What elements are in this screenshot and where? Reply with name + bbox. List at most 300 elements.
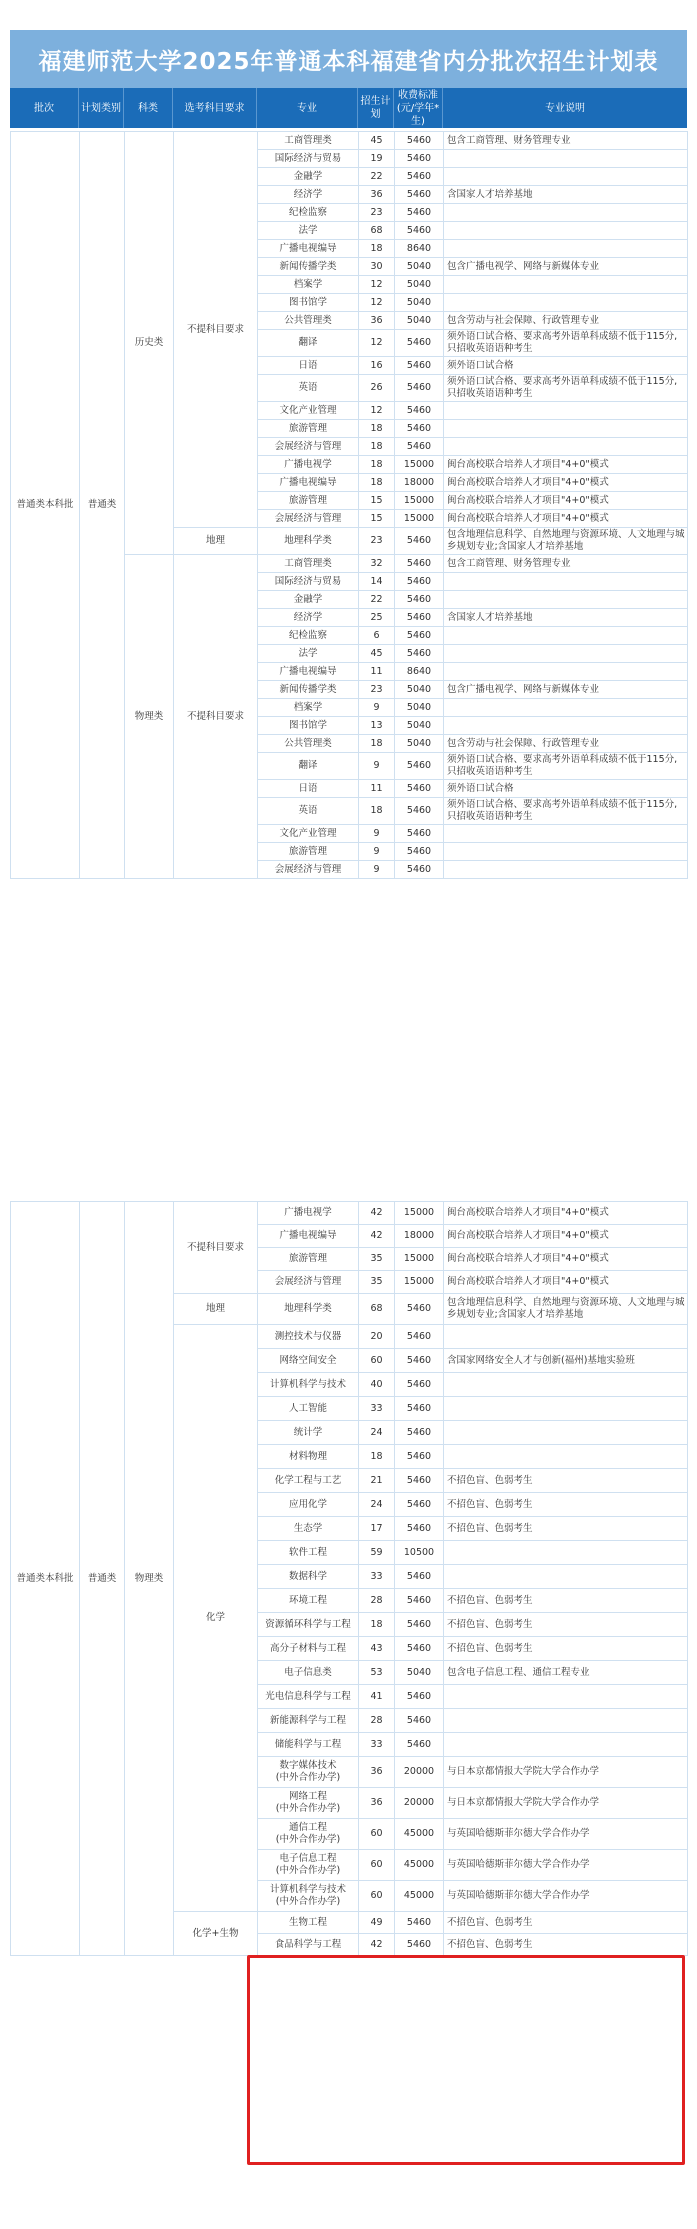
quota-cell: 18 xyxy=(359,1445,395,1469)
plan-type-cell: 普通类 xyxy=(80,132,125,879)
note-cell xyxy=(444,1373,688,1397)
major-cell: 数字媒体技术 (中外合作办学) xyxy=(258,1757,359,1788)
major-cell: 文化产业管理 xyxy=(258,402,359,420)
fee-cell: 5460 xyxy=(395,1733,444,1757)
quota-cell: 17 xyxy=(359,1517,395,1541)
major-cell: 纪检监察 xyxy=(258,627,359,645)
fee-cell: 5460 xyxy=(395,798,444,825)
quota-cell: 42 xyxy=(359,1202,395,1225)
quota-cell: 28 xyxy=(359,1709,395,1733)
quota-cell: 16 xyxy=(359,357,395,375)
note-cell xyxy=(444,1709,688,1733)
fee-cell: 5460 xyxy=(395,204,444,222)
quota-cell: 23 xyxy=(359,681,395,699)
fee-cell: 5040 xyxy=(395,1661,444,1685)
major-cell: 生态学 xyxy=(258,1517,359,1541)
header-quota: 招生计划 xyxy=(358,88,394,128)
note-cell xyxy=(444,645,688,663)
fee-cell: 5460 xyxy=(395,753,444,780)
fee-cell: 45000 xyxy=(395,1850,444,1881)
note-cell: 不招色盲、色弱考生 xyxy=(444,1637,688,1661)
quota-cell: 24 xyxy=(359,1421,395,1445)
note-cell xyxy=(444,276,688,294)
quota-cell: 23 xyxy=(359,528,395,555)
fee-cell: 5460 xyxy=(395,150,444,168)
quota-cell: 26 xyxy=(359,375,395,402)
major-cell: 资源循环科学与工程 xyxy=(258,1613,359,1637)
note-cell xyxy=(444,1421,688,1445)
major-cell: 地理科学类 xyxy=(258,1294,359,1325)
major-cell: 会展经济与管理 xyxy=(258,510,359,528)
fee-cell: 10500 xyxy=(395,1541,444,1565)
quota-cell: 30 xyxy=(359,258,395,276)
major-cell: 地理科学类 xyxy=(258,528,359,555)
fee-cell: 5460 xyxy=(395,420,444,438)
quota-cell: 36 xyxy=(359,1788,395,1819)
fee-cell: 5040 xyxy=(395,258,444,276)
quota-cell: 43 xyxy=(359,1637,395,1661)
major-cell: 旅游管理 xyxy=(258,843,359,861)
note-cell xyxy=(444,699,688,717)
major-cell: 会展经济与管理 xyxy=(258,438,359,456)
note-cell: 须外语口试合格、要求高考外语单科成绩不低于115分,只招收英语语种考生 xyxy=(444,753,688,780)
fee-cell: 5460 xyxy=(395,1469,444,1493)
quota-cell: 35 xyxy=(359,1271,395,1294)
major-cell: 广播电视编导 xyxy=(258,1225,359,1248)
major-cell: 英语 xyxy=(258,798,359,825)
quota-cell: 28 xyxy=(359,1589,395,1613)
fee-cell: 45000 xyxy=(395,1881,444,1912)
quota-cell: 35 xyxy=(359,1248,395,1271)
quota-cell: 18 xyxy=(359,474,395,492)
quota-cell: 45 xyxy=(359,132,395,150)
note-cell: 包含地理信息科学、自然地理与资源环境、人文地理与城乡规划专业;含国家人才培养基地 xyxy=(444,1294,688,1325)
major-cell: 旅游管理 xyxy=(258,420,359,438)
major-cell: 广播电视学 xyxy=(258,1202,359,1225)
quota-cell: 42 xyxy=(359,1225,395,1248)
note-cell xyxy=(444,627,688,645)
quota-cell: 68 xyxy=(359,1294,395,1325)
note-cell xyxy=(444,1565,688,1589)
note-cell: 闽台高校联合培养人才项目"4+0"模式 xyxy=(444,1248,688,1271)
note-cell: 包含广播电视学、网络与新媒体专业 xyxy=(444,258,688,276)
note-cell xyxy=(444,1685,688,1709)
note-cell: 闽台高校联合培养人才项目"4+0"模式 xyxy=(444,1202,688,1225)
fee-cell: 5460 xyxy=(395,1493,444,1517)
note-cell xyxy=(444,438,688,456)
quota-cell: 9 xyxy=(359,753,395,780)
quota-cell: 60 xyxy=(359,1819,395,1850)
fee-cell: 15000 xyxy=(395,1271,444,1294)
quota-cell: 36 xyxy=(359,186,395,204)
table-header xyxy=(10,88,687,128)
note-cell: 含国家人才培养基地 xyxy=(444,186,688,204)
header-requirement: 选考科目要求 xyxy=(173,88,257,128)
note-cell: 不招色盲、色弱考生 xyxy=(444,1469,688,1493)
major-cell: 高分子材料与工程 xyxy=(258,1637,359,1661)
fee-cell: 5460 xyxy=(395,1517,444,1541)
plan-table-section-1 xyxy=(10,131,688,879)
major-cell: 生物工程 xyxy=(258,1912,359,1934)
note-cell: 闽台高校联合培养人才项目"4+0"模式 xyxy=(444,510,688,528)
quota-cell: 40 xyxy=(359,1373,395,1397)
note-cell: 含国家网络安全人才与创新(福州)基地实验班 xyxy=(444,1349,688,1373)
major-cell: 翻译 xyxy=(258,330,359,357)
table-row xyxy=(11,1202,688,1225)
note-cell xyxy=(444,663,688,681)
major-cell: 广播电视编导 xyxy=(258,663,359,681)
major-cell: 化学工程与工艺 xyxy=(258,1469,359,1493)
fee-cell: 18000 xyxy=(395,1225,444,1248)
major-cell: 图书馆学 xyxy=(258,717,359,735)
major-cell: 通信工程 (中外合作办学) xyxy=(258,1819,359,1850)
fee-cell: 15000 xyxy=(395,510,444,528)
quota-cell: 11 xyxy=(359,780,395,798)
note-cell: 须外语口试合格、要求高考外语单科成绩不低于115分,只招收英语语种考生 xyxy=(444,330,688,357)
quota-cell: 22 xyxy=(359,168,395,186)
note-cell: 与日本京都情报大学院大学合作办学 xyxy=(444,1757,688,1788)
fee-cell: 5460 xyxy=(395,573,444,591)
fee-cell: 5460 xyxy=(395,1709,444,1733)
quota-cell: 18 xyxy=(359,240,395,258)
major-cell: 档案学 xyxy=(258,276,359,294)
quota-cell: 42 xyxy=(359,1934,395,1956)
fee-cell: 5040 xyxy=(395,312,444,330)
quota-cell: 49 xyxy=(359,1912,395,1934)
fee-cell: 5040 xyxy=(395,735,444,753)
major-cell: 金融学 xyxy=(258,168,359,186)
major-cell: 会展经济与管理 xyxy=(258,1271,359,1294)
header-fee: 收费标准(元/学年*生) xyxy=(394,88,443,128)
subject-cell: 物理类 xyxy=(125,555,174,879)
quota-cell: 68 xyxy=(359,222,395,240)
major-cell: 电子信息类 xyxy=(258,1661,359,1685)
fee-cell: 5460 xyxy=(395,609,444,627)
fee-cell: 5460 xyxy=(395,1294,444,1325)
fee-cell: 5460 xyxy=(395,330,444,357)
major-cell: 日语 xyxy=(258,357,359,375)
quota-cell: 36 xyxy=(359,312,395,330)
quota-cell: 59 xyxy=(359,1541,395,1565)
major-cell: 新闻传播学类 xyxy=(258,258,359,276)
note-cell xyxy=(444,222,688,240)
major-cell: 翻译 xyxy=(258,753,359,780)
table-row xyxy=(11,132,688,150)
major-cell: 网络工程 (中外合作办学) xyxy=(258,1788,359,1819)
fee-cell: 5460 xyxy=(395,627,444,645)
header-plan-type: 计划类别 xyxy=(79,88,124,128)
batch-cell: 普通类本科批 xyxy=(11,1202,80,1956)
fee-cell: 5460 xyxy=(395,843,444,861)
major-cell: 国际经济与贸易 xyxy=(258,150,359,168)
plan-type-cell: 普通类 xyxy=(80,1202,125,1956)
note-cell: 不招色盲、色弱考生 xyxy=(444,1517,688,1541)
fee-cell: 8640 xyxy=(395,240,444,258)
note-cell xyxy=(444,1445,688,1469)
fee-cell: 5460 xyxy=(395,528,444,555)
note-cell: 包含工商管理、财务管理专业 xyxy=(444,132,688,150)
note-cell: 不招色盲、色弱考生 xyxy=(444,1934,688,1956)
fee-cell: 5460 xyxy=(395,645,444,663)
major-cell: 食品科学与工程 xyxy=(258,1934,359,1956)
quota-cell: 12 xyxy=(359,294,395,312)
major-cell: 广播电视编导 xyxy=(258,474,359,492)
fee-cell: 5460 xyxy=(395,132,444,150)
requirement-cell: 化学+生物 xyxy=(174,1912,258,1956)
note-cell xyxy=(444,150,688,168)
quota-cell: 45 xyxy=(359,645,395,663)
major-cell: 材料物理 xyxy=(258,1445,359,1469)
quota-cell: 6 xyxy=(359,627,395,645)
note-cell: 不招色盲、色弱考生 xyxy=(444,1912,688,1934)
note-cell xyxy=(444,1541,688,1565)
requirement-cell: 不提科目要求 xyxy=(174,1202,258,1294)
note-cell: 不招色盲、色弱考生 xyxy=(444,1589,688,1613)
major-cell: 旅游管理 xyxy=(258,492,359,510)
fee-cell: 5460 xyxy=(395,1934,444,1956)
note-cell xyxy=(444,1733,688,1757)
fee-cell: 5460 xyxy=(395,1397,444,1421)
quota-cell: 33 xyxy=(359,1565,395,1589)
note-cell: 与英国哈德斯菲尔德大学合作办学 xyxy=(444,1819,688,1850)
quota-cell: 9 xyxy=(359,861,395,879)
highlight-box xyxy=(247,1955,685,2165)
major-cell: 图书馆学 xyxy=(258,294,359,312)
fee-cell: 5460 xyxy=(395,825,444,843)
plan-table-section-2 xyxy=(10,1201,688,1956)
major-cell: 法学 xyxy=(258,645,359,663)
fee-cell: 5460 xyxy=(395,591,444,609)
major-cell: 文化产业管理 xyxy=(258,825,359,843)
major-cell: 计算机科学与技术 (中外合作办学) xyxy=(258,1881,359,1912)
fee-cell: 5460 xyxy=(395,555,444,573)
fee-cell: 5460 xyxy=(395,861,444,879)
quota-cell: 36 xyxy=(359,1757,395,1788)
quota-cell: 60 xyxy=(359,1881,395,1912)
major-cell: 经济学 xyxy=(258,186,359,204)
major-cell: 应用化学 xyxy=(258,1493,359,1517)
major-cell: 数据科学 xyxy=(258,1565,359,1589)
subject-cell: 物理类 xyxy=(125,1202,174,1956)
quota-cell: 60 xyxy=(359,1850,395,1881)
fee-cell: 5040 xyxy=(395,717,444,735)
note-cell xyxy=(444,1325,688,1349)
quota-cell: 32 xyxy=(359,555,395,573)
quota-cell: 18 xyxy=(359,438,395,456)
note-cell xyxy=(444,717,688,735)
note-cell xyxy=(444,168,688,186)
quota-cell: 33 xyxy=(359,1397,395,1421)
major-cell: 国际经济与贸易 xyxy=(258,573,359,591)
quota-cell: 25 xyxy=(359,609,395,627)
quota-cell: 18 xyxy=(359,1613,395,1637)
fee-cell: 5460 xyxy=(395,1589,444,1613)
note-cell xyxy=(444,420,688,438)
note-cell: 须外语口试合格、要求高考外语单科成绩不低于115分,只招收英语语种考生 xyxy=(444,798,688,825)
fee-cell: 45000 xyxy=(395,1819,444,1850)
fee-cell: 5460 xyxy=(395,402,444,420)
note-cell: 与日本京都情报大学院大学合作办学 xyxy=(444,1788,688,1819)
note-cell: 与英国哈德斯菲尔德大学合作办学 xyxy=(444,1881,688,1912)
note-cell xyxy=(444,591,688,609)
fee-cell: 5460 xyxy=(395,1912,444,1934)
header-major: 专业 xyxy=(257,88,358,128)
fee-cell: 5460 xyxy=(395,222,444,240)
major-cell: 法学 xyxy=(258,222,359,240)
major-cell: 新闻传播学类 xyxy=(258,681,359,699)
requirement-cell: 化学 xyxy=(174,1325,258,1912)
major-cell: 英语 xyxy=(258,375,359,402)
note-cell: 闽台高校联合培养人才项目"4+0"模式 xyxy=(444,1271,688,1294)
note-cell xyxy=(444,204,688,222)
note-cell xyxy=(444,825,688,843)
note-cell: 不招色盲、色弱考生 xyxy=(444,1613,688,1637)
note-cell: 包含广播电视学、网络与新媒体专业 xyxy=(444,681,688,699)
major-cell: 金融学 xyxy=(258,591,359,609)
fee-cell: 5460 xyxy=(395,1445,444,1469)
major-cell: 计算机科学与技术 xyxy=(258,1373,359,1397)
fee-cell: 5040 xyxy=(395,276,444,294)
note-cell: 闽台高校联合培养人才项目"4+0"模式 xyxy=(444,1225,688,1248)
major-cell: 会展经济与管理 xyxy=(258,861,359,879)
requirement-cell: 不提科目要求 xyxy=(174,555,258,879)
quota-cell: 9 xyxy=(359,825,395,843)
note-cell xyxy=(444,573,688,591)
quota-cell: 19 xyxy=(359,150,395,168)
header-note: 专业说明 xyxy=(545,102,585,114)
fee-cell: 20000 xyxy=(395,1757,444,1788)
major-cell: 工商管理类 xyxy=(258,555,359,573)
note-cell: 须外语口试合格、要求高考外语单科成绩不低于115分,只招收英语语种考生 xyxy=(444,375,688,402)
fee-cell: 15000 xyxy=(395,1202,444,1225)
note-cell xyxy=(444,843,688,861)
major-cell: 公共管理类 xyxy=(258,735,359,753)
fee-cell: 5460 xyxy=(395,375,444,402)
quota-cell: 33 xyxy=(359,1733,395,1757)
fee-cell: 5460 xyxy=(395,1613,444,1637)
major-cell: 软件工程 xyxy=(258,1541,359,1565)
fee-cell: 20000 xyxy=(395,1788,444,1819)
fee-cell: 8640 xyxy=(395,663,444,681)
major-cell: 环境工程 xyxy=(258,1589,359,1613)
page-title: 福建师范大学2025年普通本科福建省内分批次招生计划表 xyxy=(10,30,687,88)
quota-cell: 41 xyxy=(359,1685,395,1709)
quota-cell: 12 xyxy=(359,276,395,294)
quota-cell: 12 xyxy=(359,330,395,357)
note-cell xyxy=(444,402,688,420)
quota-cell: 15 xyxy=(359,510,395,528)
requirement-cell: 地理 xyxy=(174,1294,258,1325)
major-cell: 测控技术与仪器 xyxy=(258,1325,359,1349)
note-cell xyxy=(444,240,688,258)
quota-cell: 53 xyxy=(359,1661,395,1685)
note-cell: 闽台高校联合培养人才项目"4+0"模式 xyxy=(444,456,688,474)
fee-cell: 5460 xyxy=(395,357,444,375)
fee-cell: 15000 xyxy=(395,492,444,510)
major-cell: 日语 xyxy=(258,780,359,798)
fee-cell: 5460 xyxy=(395,1685,444,1709)
batch-cell: 普通类本科批 xyxy=(11,132,80,879)
major-cell: 电子信息工程 (中外合作办学) xyxy=(258,1850,359,1881)
quota-cell: 18 xyxy=(359,798,395,825)
quota-cell: 12 xyxy=(359,402,395,420)
quota-cell: 11 xyxy=(359,663,395,681)
quota-cell: 23 xyxy=(359,204,395,222)
major-cell: 新能源科学与工程 xyxy=(258,1709,359,1733)
fee-cell: 5460 xyxy=(395,1373,444,1397)
fee-cell: 15000 xyxy=(395,456,444,474)
major-cell: 公共管理类 xyxy=(258,312,359,330)
header-batch: 批次 xyxy=(10,88,79,128)
quota-cell: 18 xyxy=(359,420,395,438)
note-cell xyxy=(444,861,688,879)
requirement-cell: 地理 xyxy=(174,528,258,555)
quota-cell: 22 xyxy=(359,591,395,609)
requirement-cell: 不提科目要求 xyxy=(174,132,258,528)
quota-cell: 24 xyxy=(359,1493,395,1517)
major-cell: 纪检监察 xyxy=(258,204,359,222)
note-cell: 与英国哈德斯菲尔德大学合作办学 xyxy=(444,1850,688,1881)
note-cell: 包含劳动与社会保障、行政管理专业 xyxy=(444,735,688,753)
fee-cell: 5460 xyxy=(395,1421,444,1445)
major-cell: 统计学 xyxy=(258,1421,359,1445)
note-cell: 包含工商管理、财务管理专业 xyxy=(444,555,688,573)
major-cell: 工商管理类 xyxy=(258,132,359,150)
quota-cell: 18 xyxy=(359,456,395,474)
fee-cell: 5460 xyxy=(395,438,444,456)
fee-cell: 5040 xyxy=(395,681,444,699)
quota-cell: 15 xyxy=(359,492,395,510)
note-cell: 须外语口试合格 xyxy=(444,780,688,798)
note-cell xyxy=(444,1397,688,1421)
note-cell: 闽台高校联合培养人才项目"4+0"模式 xyxy=(444,474,688,492)
major-cell: 经济学 xyxy=(258,609,359,627)
fee-cell: 5460 xyxy=(395,1325,444,1349)
fee-cell: 5460 xyxy=(395,168,444,186)
fee-cell: 5460 xyxy=(395,780,444,798)
quota-cell: 13 xyxy=(359,717,395,735)
major-cell: 档案学 xyxy=(258,699,359,717)
note-cell: 闽台高校联合培养人才项目"4+0"模式 xyxy=(444,492,688,510)
fee-cell: 5460 xyxy=(395,186,444,204)
quota-cell: 14 xyxy=(359,573,395,591)
header-subject: 科类 xyxy=(124,88,173,128)
note-cell: 包含劳动与社会保障、行政管理专业 xyxy=(444,312,688,330)
fee-cell: 15000 xyxy=(395,1248,444,1271)
fee-cell: 5460 xyxy=(395,1637,444,1661)
fee-cell: 5460 xyxy=(395,1349,444,1373)
major-cell: 网络空间安全 xyxy=(258,1349,359,1373)
note-cell: 包含地理信息科学、自然地理与资源环境、人文地理与城乡规划专业;含国家人才培养基地 xyxy=(444,528,688,555)
fee-cell: 5040 xyxy=(395,699,444,717)
fee-cell: 18000 xyxy=(395,474,444,492)
subject-cell: 历史类 xyxy=(125,132,174,555)
fee-cell: 5460 xyxy=(395,1565,444,1589)
major-cell: 广播电视编导 xyxy=(258,240,359,258)
quota-cell: 9 xyxy=(359,843,395,861)
note-cell: 含国家人才培养基地 xyxy=(444,609,688,627)
quota-cell: 60 xyxy=(359,1349,395,1373)
quota-cell: 21 xyxy=(359,1469,395,1493)
quota-cell: 9 xyxy=(359,699,395,717)
major-cell: 人工智能 xyxy=(258,1397,359,1421)
quota-cell: 20 xyxy=(359,1325,395,1349)
note-cell: 须外语口试合格 xyxy=(444,357,688,375)
major-cell: 光电信息科学与工程 xyxy=(258,1685,359,1709)
note-cell: 包含电子信息工程、通信工程专业 xyxy=(444,1661,688,1685)
major-cell: 储能科学与工程 xyxy=(258,1733,359,1757)
fee-cell: 5040 xyxy=(395,294,444,312)
